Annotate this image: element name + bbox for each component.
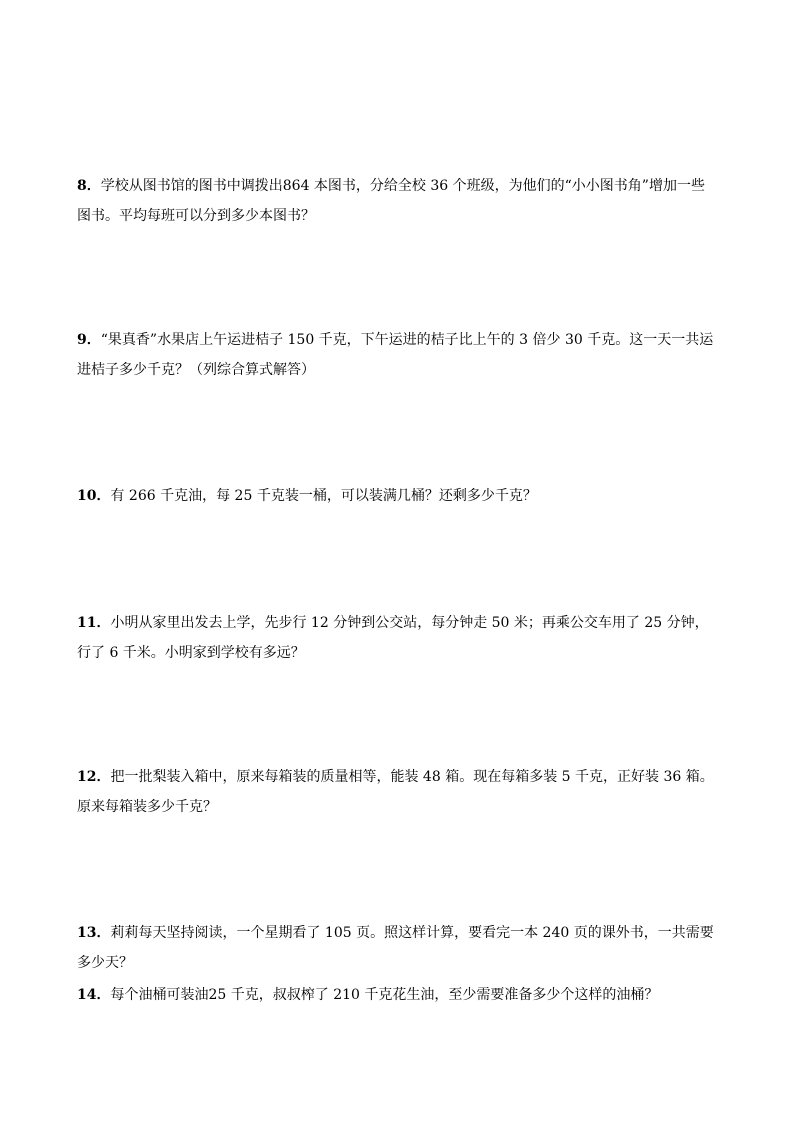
question-14 — [77, 980, 717, 1010]
question-number: 13． — [77, 925, 111, 941]
question-number: 10． — [77, 488, 111, 504]
question-text: 莉莉每天坚持阅读，一个星期看了 105 页。照这样计算，要看完一本 240 页的课外书，一共需要多少天？ — [77, 925, 714, 971]
question-text: 小明从家里出发去上学，先步行 12 分钟到公交站，每分钟走 50 米；再乘公交车用了 25 分钟，行了 6 千米。小明家到学校有多远？ — [77, 615, 709, 661]
question-text: 把一批梨装入箱中，原来每箱装的质量相等，能装 48 箱。现在每箱多装 5 千克，正好装 36 箱。原来每箱装多少千克？ — [77, 769, 714, 815]
question-number: 14． — [77, 987, 111, 1003]
question-10 — [77, 481, 717, 511]
question-11 — [77, 608, 717, 668]
question-number: 9． — [77, 332, 101, 348]
question-12 — [77, 762, 717, 822]
question-text: 学校从图书馆的图书中调拨出864 本图书，分给全校 36 个班级，为他们的“小小图书角”增加一些图书。平均每班可以分到多少本图书？ — [77, 178, 705, 224]
question-text: 每个油桶可装油25 千克，叔叔榨了 210 千克花生油，至少需要准备多少个这样的油桶？ — [110, 987, 659, 1003]
question-number: 12． — [77, 769, 111, 785]
question-8 — [77, 171, 717, 231]
question-13 — [77, 918, 717, 978]
question-9 — [77, 325, 717, 385]
question-number: 8． — [77, 178, 101, 194]
question-text: 有 266 千克油，每 25 千克装一桶，可以装满几桶？还剩多少千克？ — [110, 488, 537, 504]
question-text: “果真香”水果店上午运进桔子 150 千克，下午运进的桔子比上午的 3 倍少 30 千克。这一天一共运进桔子多少千克？（列综合算式解答） — [77, 332, 714, 378]
question-number: 11． — [77, 615, 111, 631]
